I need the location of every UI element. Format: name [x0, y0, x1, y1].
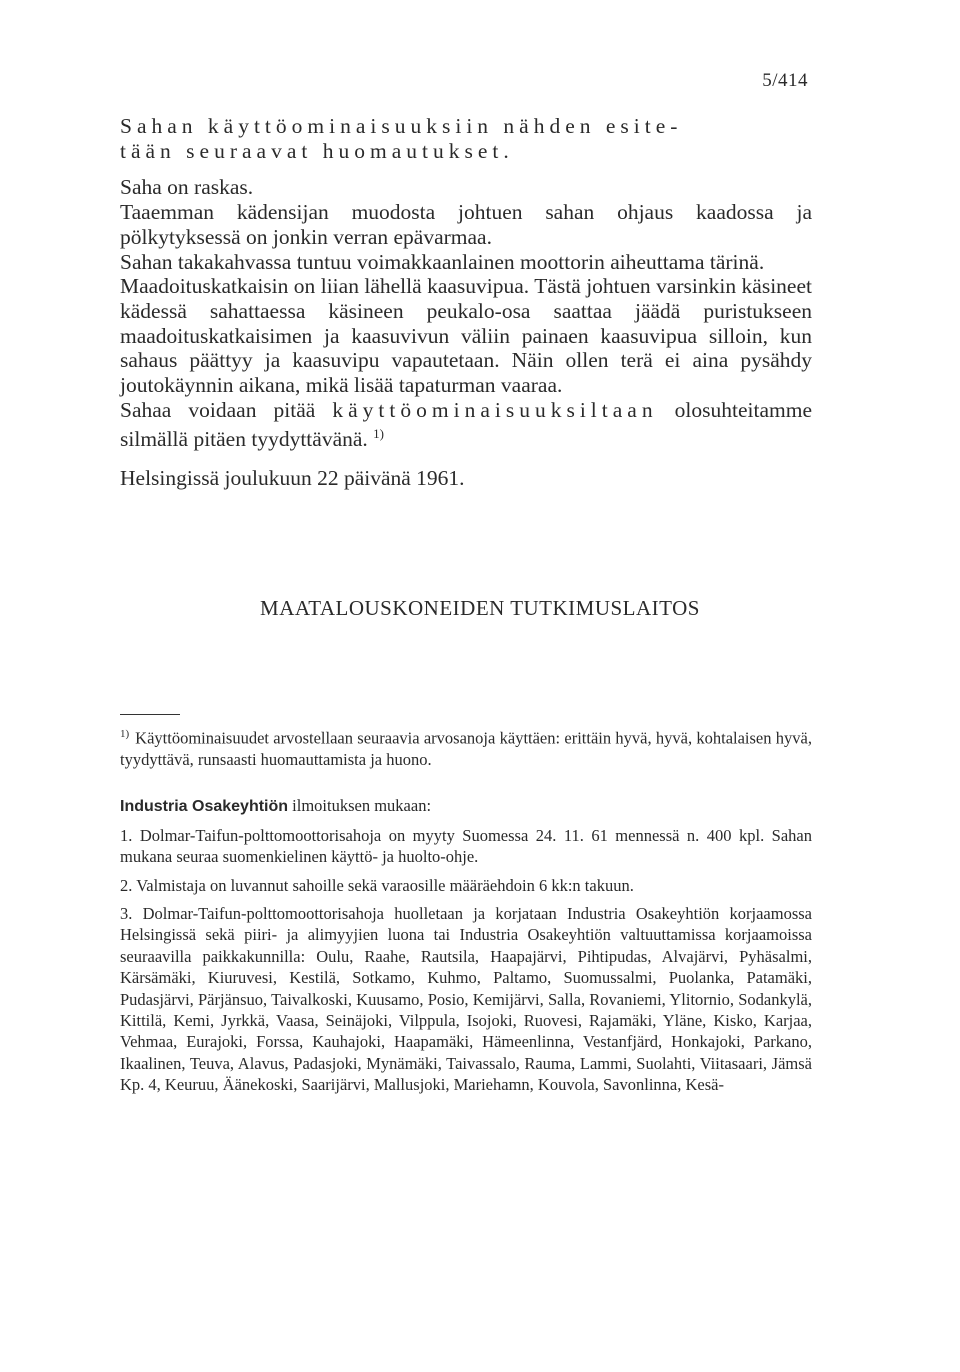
footnote-mark: 1) — [120, 728, 130, 740]
footnote-text: Käyttöominaisuudet arvostellaan seuraavia arvosanoja käyttäen: erittäin hyvä, hyvä, kohtalaisen hyvä, tyydyttävä, runsaasti huomauttamista ja huono. — [120, 728, 812, 769]
footnote-divider — [120, 714, 180, 715]
summary-statement — [120, 398, 812, 453]
intro-spaced-line-1: Sahan käyttöominaisuuksiin nähden esite- — [120, 114, 683, 138]
main-text — [120, 114, 812, 491]
page-number: 5/414 — [762, 70, 808, 91]
summary-spaced: käyttöominaisuuksiltaan — [332, 397, 658, 422]
notice-item-warranty: 2. Valmistaja on luvannut sahoille sekä varaosille määräehdoin 6 kk:n takuun. — [120, 875, 634, 895]
intro-spaced-line-2: tään seuraavat huomautukset. — [120, 138, 514, 163]
notice-item-sales: 1. Dolmar-Taifun-polttomoottorisahoja on myyty Suomessa 24. 11. 61 mennessä n. 400 kpl. Sahan mukana seuraa suomenkielinen käyttö- ja huolto-ohje. — [120, 825, 812, 867]
remark-ground-switch: Maadoituskatkaisin on liian lähellä kaasuvipua. Tästä johtuen varsinkin käsineet kädessä sahattaessa käsineen peukalo-osa saattaa jäädä puristukseen maadoituskatkaisimen ja kaasuvivun väliin painaen kaasuvipua silloin, kun sahaus päättyy ja kaasuvipu vapautetaan. Näin ollen terä ei aina pysähdy joutokäynnin aikana, mikä lisää tapaturman vaaraa. — [120, 274, 812, 398]
company-notice-rest: ilmoituksen mukaan: — [292, 796, 432, 816]
remark-weight: Saha on raskas. — [120, 175, 254, 200]
remark-handle: Taaemman kädensijan muodosta johtuen sahan ohjaus kaadossa ja pölkytyksessä on jonkin verran epävarmaa. — [120, 200, 812, 249]
intro-statement — [120, 114, 812, 163]
institute-signature: MAATALOUSKONEIDEN TUTKIMUSLAITOS — [260, 596, 700, 620]
notice-item-service: 3. Dolmar-Taifun-polttomoottorisahoja huolletaan ja korjataan Industria Osakeyhtiön korjaamossa Helsingissä sekä piiri- ja alimyyjien luona tai Industria Osakeyhtiön valtuuttamissa korjaamoissa seuraavilla paikkakunnilla: Oulu, Raahe, Rautsila, Haapajärvi, Pihtipudas, Alvajärvi, Pyhäsalmi, Kärsämäki, Kiuruvesi, Kestilä, Sotkamo, Kuhmo, Paltamo, Suomussalmi, Puolanka, Patamäki, Pudasjärvi, Pärjänsuo, Taivalkoski, Kuusamo, Posio, Kemijärvi, Salla, Rovaniemi, Ylitornio, Sodankylä, Kittilä, Kemi, Jyrkkä, Vaasa, Seinäjoki, Vilppula, Isojoki, Ruovesi, Rajamäki, Yläne, Kisko, Karjaa, Vehmaa, Eurajoki, Forssa, Kauhajoki, Haapamäki, Hämeenlinna, Vestanfjärd, Honkajoki, Parkano, Ikaalinen, Teuva, Alavus, Padasjoki, Mynämäki, Taivassalo, Rauma, Lammi, Suolahti, Viitasaari, Jämsä Kp. 4, Keuruu, Äänekoski, Saarijärvi, Mallusjoki, Mariehamn, Kouvola, Savonlinna, Kesä- — [120, 903, 812, 1095]
summary-after: olosuhteitamme silmällä pitäen tyydyttävänä. — [120, 397, 813, 452]
company-notice-heading — [120, 795, 812, 817]
footnote-reference: 1) — [373, 426, 384, 442]
company-name: Industria Osakeyhtiön — [120, 798, 289, 816]
summary-before: Sahaa voidaan pitää — [120, 397, 316, 422]
remark-vibration: Sahan takakahvassa tuntuu voimakkaanlainen moottorin aiheuttama tärinä. — [120, 249, 765, 274]
date-line: Helsingissä joulukuun 22 päivänä 1961. — [120, 466, 465, 491]
footnote — [120, 724, 812, 770]
notes-section — [120, 724, 812, 1096]
